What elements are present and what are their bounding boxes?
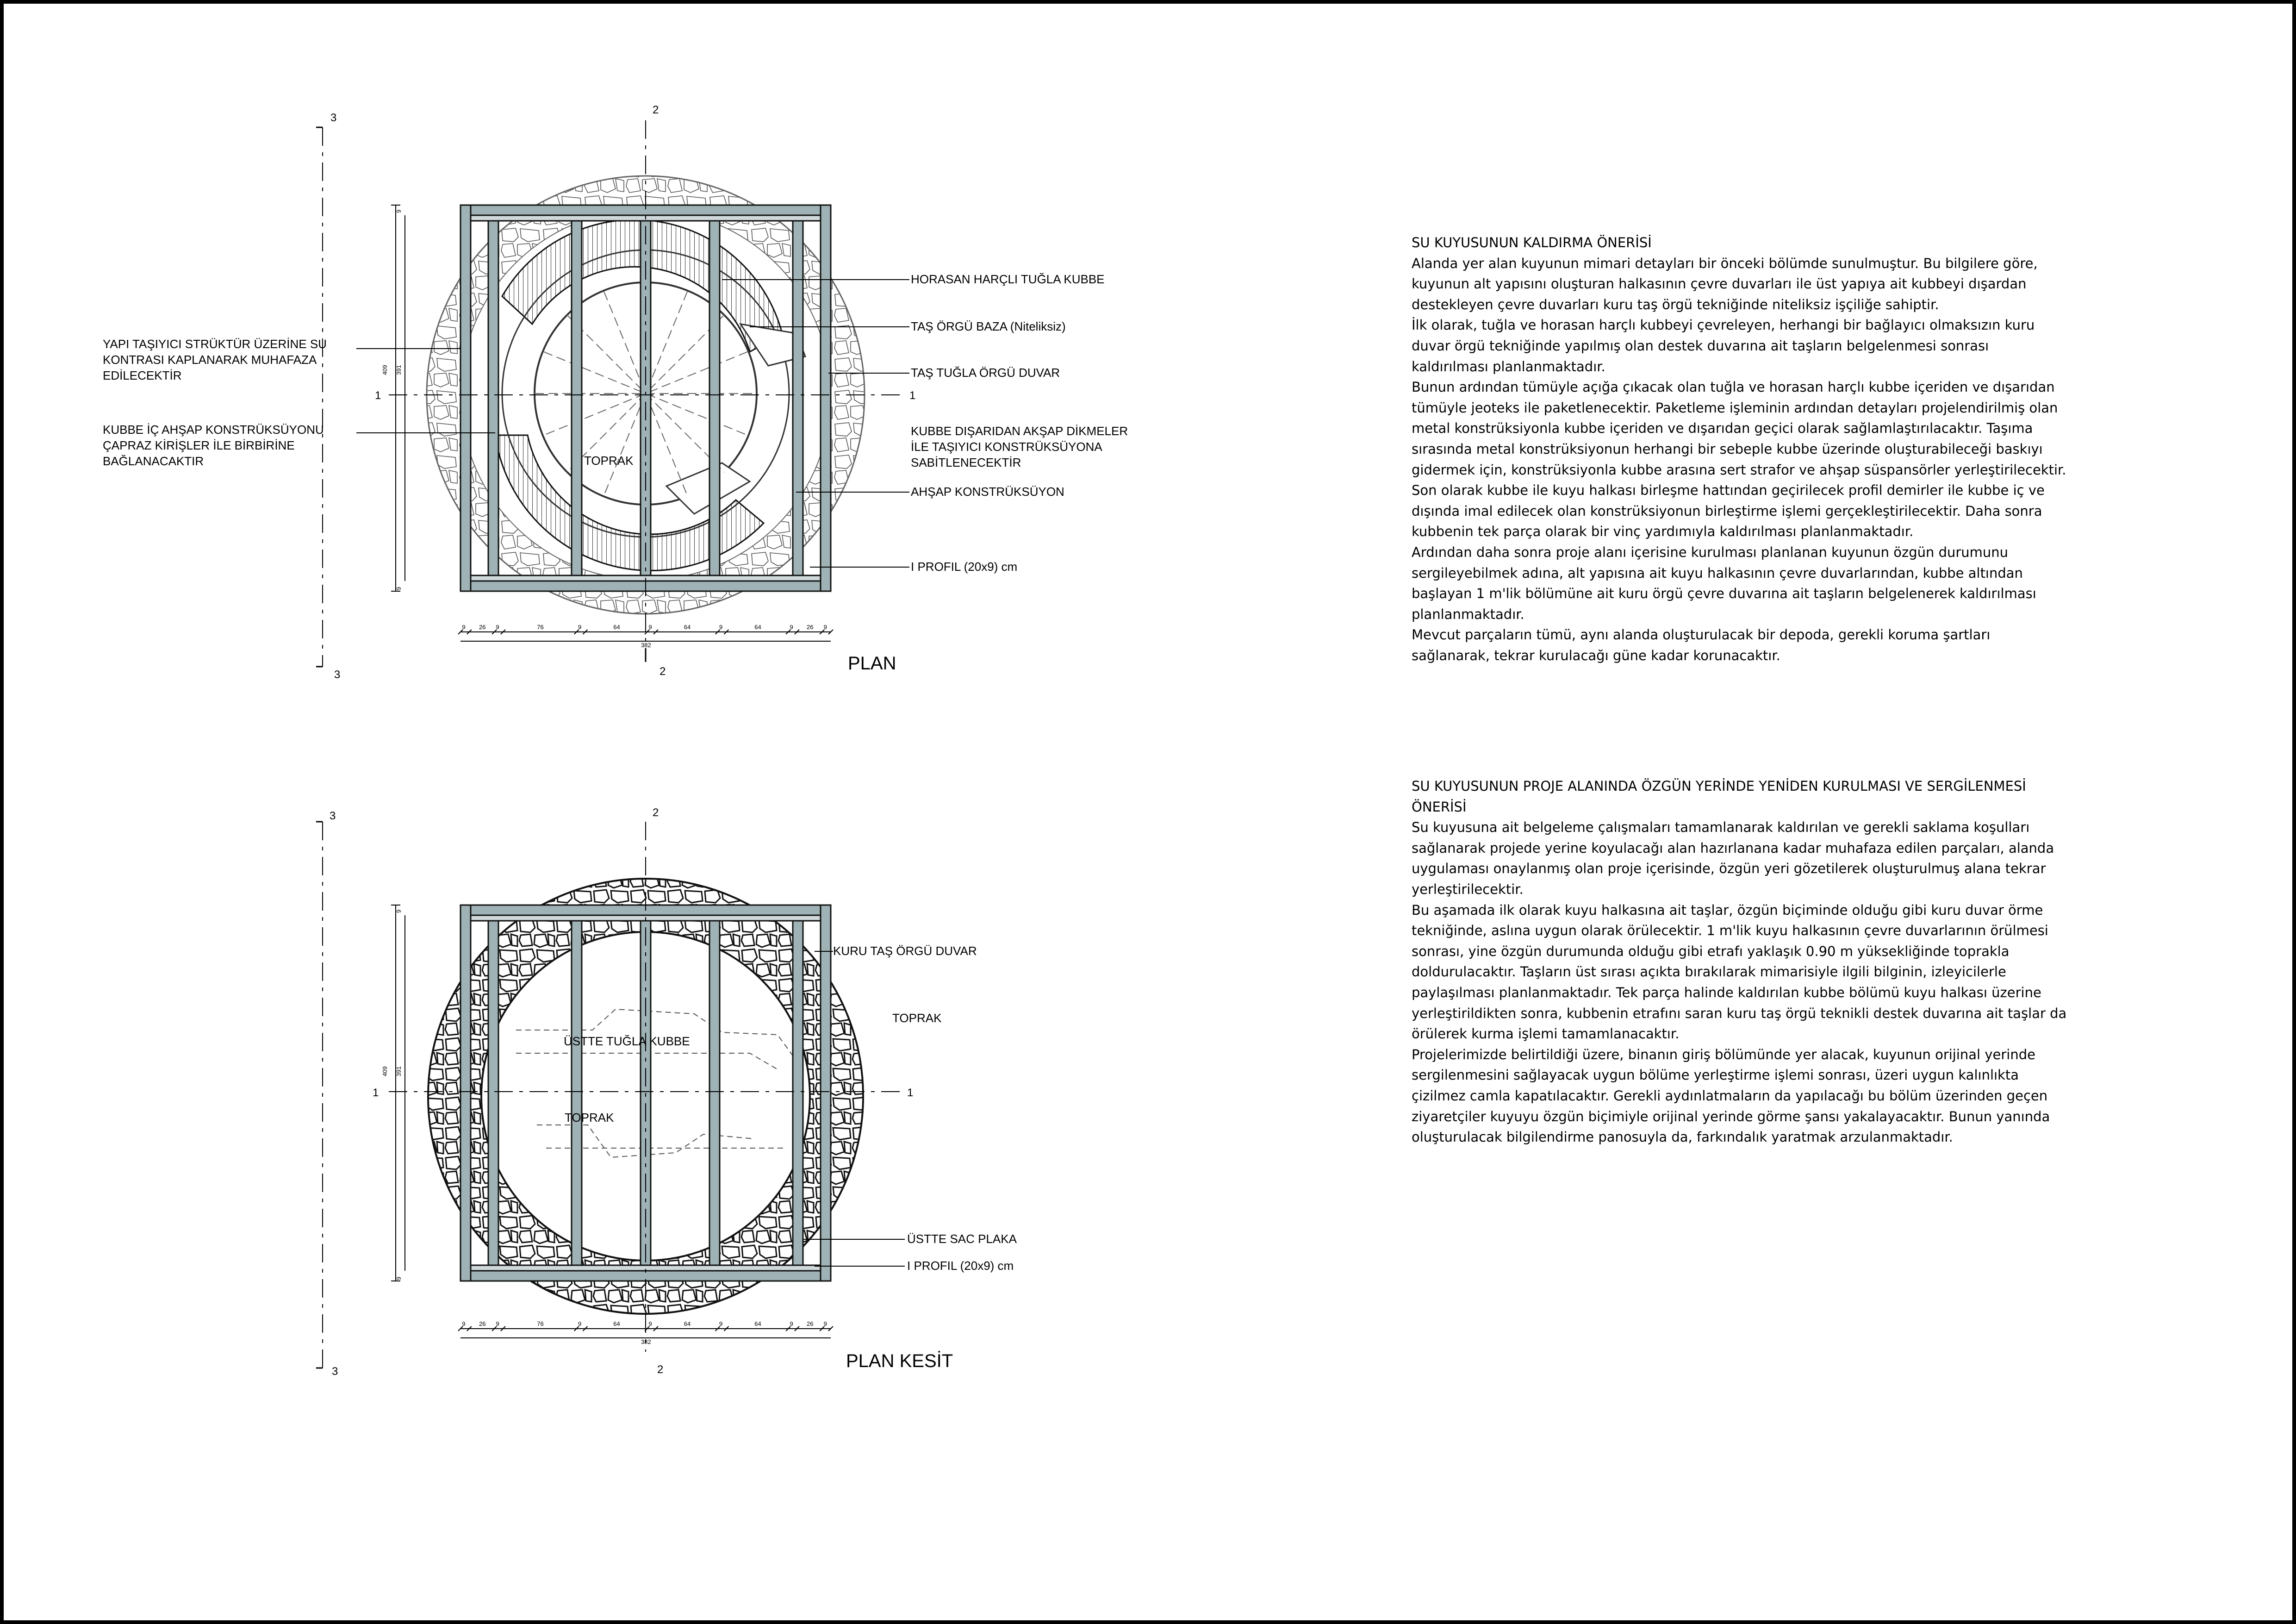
dim-409: 409 — [381, 365, 388, 375]
paragraph: Bunun ardından tümüyle açığa çıkacak olan tuğla ve horasan harçlı kubbe içeriden ve dışarıdan tümüyle jeoteks ile paketlenecektir. Paketleme işleminin ardından detayları projelendirilmiş olan metal konstrüksiyonla kubbe içeriden ve dışarıdan geçici olarak sağlamlaştırılacaktır. Taşıma sırasında metal konstrüksiyonun herhangi bir sebeple kubbe üzerinde oluşturabileceği baskıyı gidermek için, konstrüksiyonla kubbe arasına sert strafor ve ahşap süspansörler yerleştirilecektir. Son olarak kubbe ile kuyu halkası birleşme hattından geçirilecek profil demirler ile kubbe iç ve dışında imal edilecek olan konstrüksiyonun birleştirme işlemi gerçekleştirilecektir. Daha sonra kubbenin tek parça olarak bir vinç yardımıyla kaldırılması planlanmaktadır. — [1412, 379, 2066, 540]
dimension-segment-label: 9 — [790, 1320, 793, 1327]
label-profil: I PROFIL (20x9) cm — [911, 560, 1018, 574]
axis-label-2: 2 — [653, 104, 659, 116]
vertical-dimension — [391, 205, 405, 591]
dimension-segment-label: 64 — [613, 1320, 620, 1327]
axis-label-3: 3 — [330, 112, 337, 124]
label-yapi: EDİLECEKTİR — [103, 369, 182, 382]
plan-title: PLAN — [848, 653, 896, 674]
dimension-segment-label: 9 — [462, 624, 466, 631]
label-yapi: KONTRASI KAPLANARAK MUHAFAZA — [103, 353, 317, 367]
paragraph: Su kuyusuna ait belgeleme çalışmaları tamamlanarak kaldırılan ve gerekli saklama koşulları sağlanarak projede yerine koyulacağı alan hazırlanana kadar muhafaza edilen parçaları, alanda uygulaması onaylanmış olan proje içerisinde, özgün yeri gözetilerek oluşturulmuş alana tekrar yerleştirilecektir. — [1412, 819, 2054, 897]
dimension-segment-label: 9 — [496, 1320, 499, 1327]
dim-391: 391 — [395, 365, 402, 375]
dim-total: 382 — [641, 642, 651, 649]
label-kubbe-ic: BAĞLANACAKTIR — [103, 454, 204, 468]
dimension-segment-label: 9 — [790, 624, 793, 631]
label-kubbe-dis: İLE TAŞIYICI KONSTRÜKSÜYONA — [911, 440, 1102, 454]
paragraph: Bu aşamada ilk olarak kuyu halkasına ait taşlar, özgün biçiminde olduğu gibi kuru duvar örme tekniğinde, aslına uygun olarak örülecektir. 1 m'lik kuyu halkasının çevre duvarlarının örülmesi sonrası, yine özgün durumunda olduğu gibi etrafı yaklaşık 0.90 m yüksekliğinde toprakla doldurulacaktır. Taşların üst sırası açıkta bırakılarak mimarisiyle ilgili bilginin, izleyicilerle paylaşılması planlanmaktadır. Tek parça halinde kaldırılan kubbe bölümü kuyu halkası üzerine yerleştirildikten sonra, kubbenin etrafını saran kuru taş örgü teknikli destek duvarına ait taşlar da örülerek kurma işlemi tamamlanacaktır. — [1412, 902, 2067, 1042]
dimension-segment-label: 9 — [462, 1320, 466, 1327]
dimension-segment-label: 64 — [684, 624, 691, 631]
dim-9: 9 — [395, 1276, 402, 1280]
dim-409: 409 — [381, 1066, 388, 1076]
axis-label-3: 3 — [334, 668, 341, 681]
plan-kesit-drawing — [316, 806, 1017, 1378]
dimension-segment-label: 9 — [719, 624, 723, 631]
dimension-segment-label: 64 — [684, 1320, 691, 1327]
axis-label-1: 1 — [373, 1087, 379, 1099]
dimension-segment-label: 64 — [754, 1320, 761, 1327]
axis-label-1: 1 — [909, 389, 916, 402]
axis-label-2: 2 — [657, 1363, 664, 1376]
label-toprak-in: TOPRAK — [565, 1111, 614, 1124]
label-kubbe-ic: KUBBE İÇ AHŞAP KONSTRÜKSÜYONU — [103, 423, 324, 437]
heading-removal: SU KUYUSUNUN KALDIRMA ÖNERİSİ — [1412, 235, 1652, 250]
label-ustte-tugla: ÜSTTE TUĞLA KUBBE — [564, 1034, 690, 1048]
label-toprak-out: TOPRAK — [892, 1011, 942, 1025]
label-kubbe-dis: SABİTLENECEKTİR — [911, 456, 1021, 469]
dimension-segment-label: 9 — [578, 624, 582, 631]
dimension-segment-label: 26 — [479, 1320, 486, 1327]
label-duvar: TAŞ TUĞLA ÖRGÜ DUVAR — [911, 366, 1060, 380]
axis-label-1: 1 — [907, 1087, 914, 1099]
paragraph: İlk olarak, tuğla ve horasan harçlı kubbeyi çevreleyen, herhangi bir bağlayıcı olmaksızın kuru duvar örgü tekniğinde yapılmış olan destek duvarına ait taşların belgelenmesi sonrası kaldırılması planlanmaktadır. — [1412, 317, 2035, 375]
dim-total: 382 — [641, 1338, 651, 1345]
paragraph: Mevcut parçaların tümü, aynı alanda oluşturulacak bir depoda, gerekli koruma şartları sağlanarak, tekrar kurulacağı güne kadar korunacaktır. — [1412, 627, 1991, 663]
label-ahsap: AHŞAP KONSTRÜKSÜYON — [911, 485, 1064, 499]
dimension-segment-label: 76 — [537, 624, 544, 631]
plan-drawing — [103, 104, 1128, 681]
dim-9: 9 — [395, 909, 402, 913]
dimension-segment-label: 9 — [823, 1320, 827, 1327]
dimension-segment-label: 9 — [648, 1320, 652, 1327]
dim-391: 391 — [395, 1066, 402, 1076]
label-horasan: HORASAN HARÇLI TUĞLA KUBBE — [911, 272, 1105, 286]
axis-label-3: 3 — [332, 1365, 338, 1378]
label-toprak: TOPRAK — [584, 454, 634, 468]
dimension-segment-label: 9 — [648, 624, 652, 631]
label-sac: ÜSTTE SAC PLAKA — [907, 1232, 1017, 1246]
paragraph: Projelerimizde belirtildiği üzere, binanın giriş bölümünde yer alacak, kuyunun orijinal yerinde sergilenmesini sağlayacak uygun bölüme yerleştirme işlemi sonrası, üzeri uygun kalınlıkta çizilmez camla kapatılacaktır. Gerekli aydınlatmaların da yapılacağı bu bölüm üzerinden geçen ziyaretçiler kuyuyu özgün biçimiyle orijinal yerinde görme şansı yakalayacaktır. Bunun yanında oluşturulacak bilgilendirme panosuyla da, farkındalık yaratmak arzulanmaktadır. — [1412, 1046, 2050, 1145]
axis-label-2: 2 — [660, 665, 666, 678]
label-kubbe-dis: KUBBE DIŞARIDAN AKŞAP DİKMELER — [911, 424, 1128, 438]
kesit-title: PLAN KESİT — [846, 1351, 953, 1371]
dimension-segment-label: 64 — [754, 624, 761, 631]
paragraph: Alanda yer alan kuyunun mimari detayları bir önceki bölümde sunulmuştur. Bu bilgilere göre, kuyunun alt yapısını oluşturan halkasının çevre duvarları ile üst yapıya ait kubbeyi dışardan destekleyen çevre duvarları kuru taş örgü tekniğinde niteliksiz işçiliğe sahiptir. — [1412, 255, 2038, 312]
dim-9: 9 — [395, 209, 402, 213]
dimension-segment-label: 26 — [807, 624, 814, 631]
dimension-segment-label: 9 — [496, 624, 499, 631]
heading-reconstruction: SU KUYUSUNUN PROJE ALANINDA ÖZGÜN YERİNDE YENİDEN KURULMASI VE SERGİLENMESİ ÖNERİSİ — [1412, 778, 2026, 815]
dimension-segment-label: 9 — [719, 1320, 723, 1327]
dimension-segment-label: 9 — [578, 1320, 582, 1327]
label-kuru: KURU TAŞ ÖRGÜ DUVAR — [833, 944, 977, 958]
dim-9: 9 — [395, 587, 402, 590]
label-kubbe-ic: ÇAPRAZ KİRİŞLER İLE BİRBİRİNE — [103, 438, 295, 452]
axis-label-3: 3 — [330, 810, 336, 822]
dimension-segment-label: 26 — [807, 1320, 814, 1327]
label-profil: I PROFIL (20x9) cm — [907, 1259, 1014, 1273]
vertical-dimension — [391, 905, 405, 1281]
dimension-segment-label: 9 — [823, 624, 827, 631]
axis-label-1: 1 — [375, 389, 381, 402]
label-baza: TAŞ ÖRGÜ BAZA (Niteliksiz) — [911, 319, 1066, 333]
paragraph: Ardından daha sonra proje alanı içerisine kurulması planlanan kuyunun özgün durumunu sergileyebilmek adına, alt yapısına ait kuyu halkasının çevre duvarlarından, kubbe altından başlayan 1 m'lik bölümüne ait kuru örgü çevre duvarına ait taşların belgelenerek kaldırılması planlanmaktadır. — [1412, 544, 2036, 622]
dimension-segment-label: 76 — [537, 1320, 544, 1327]
label-yapi: YAPI TAŞIYICI STRÜKTÜR ÜZERİNE SU — [103, 337, 327, 351]
dimension-segment-label: 26 — [479, 624, 486, 631]
dimension-segment-label: 64 — [613, 624, 620, 631]
axis-label-2: 2 — [653, 806, 659, 819]
